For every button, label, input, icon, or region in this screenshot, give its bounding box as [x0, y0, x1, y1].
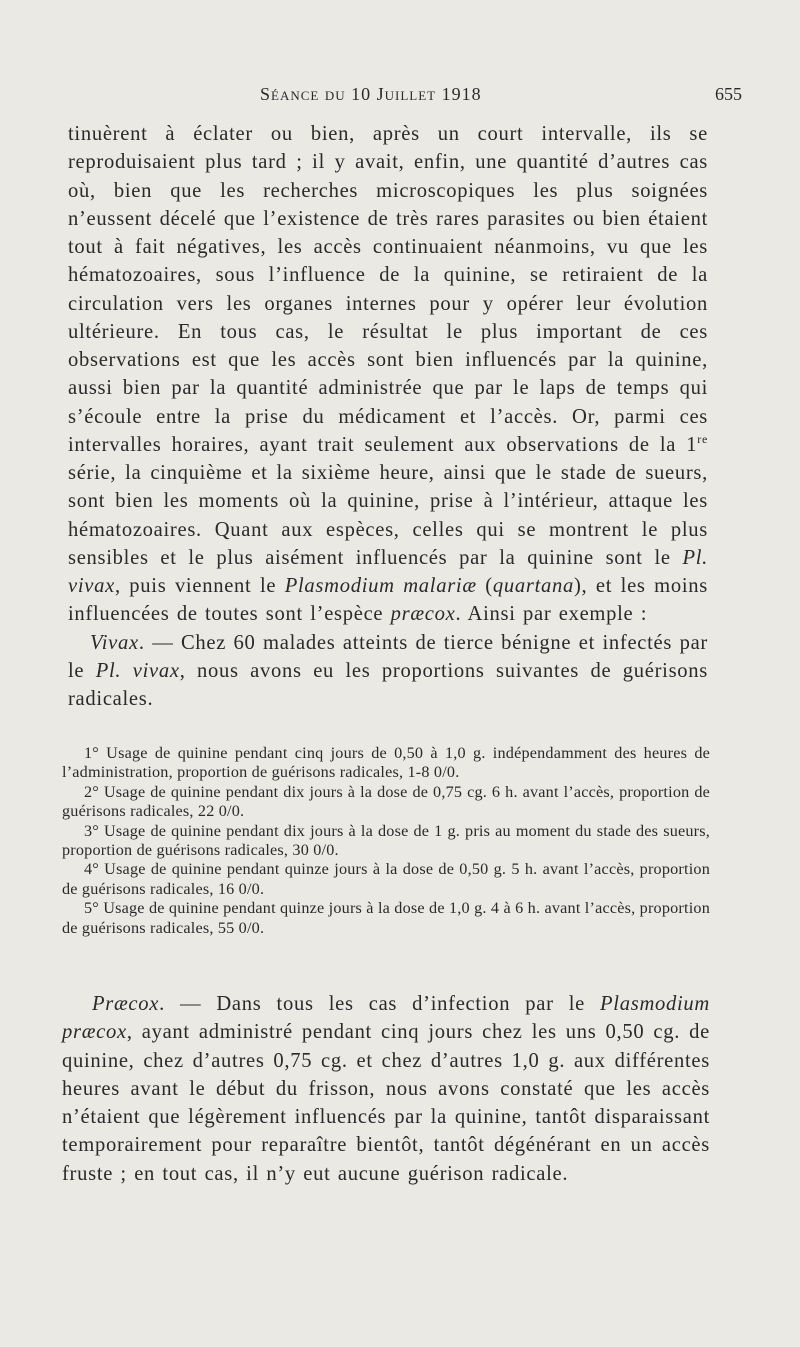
paragraph-observations: tinuèrent à éclater ou bien, après un court intervalle, ils se reproduisaient plus tard ; il y avait, enfin, une quantité d’autres cas où, bien que les recherches microscopiques les plus soignées n’eussent décelé que l’existence de très rares parasites ou bien étaient tout à fait négatives, les accès continuaient néanmoins, vu que les hématozoaires, sous l’influence de la quinine, se retiraient de la circulation vers les organes internes pour y opérer leur évolution ultérieure. En tous cas, le résultat le plus important de ces observations est que les accès sont bien influencés par la quinine, aussi bien par la quantité administrée que par le laps de temps qui s’écoule entre la prise du médicament et l’accès. Or, parmi ces intervalles horaires, ayant trait seulement aux observations de la 1re série, la cinquième et la sixième heure, ainsi que le stade de sueurs, sont bien les moments où la quinine, prise à l’intérieur, attaque les hématozoaires. Quant aux espèces, celles qui se montrent le plus sensibles et le plus aisément influencés par la quinine sont le Pl. vivax, puis viennent le Plasmodium malariæ (quartana), et les moins influencées de toutes sont l’espèce præcox. Ainsi par exemple :: [68, 123, 708, 626]
page-number: 655: [715, 84, 742, 104]
paragraph-precox: Præcox. — Dans tous les cas d’infection par le Plasmodium præcox, ayant administré pendant cinq jours chez les uns 0,50 cg. de quinine, chez d’autres 0,75 cg. et chez d’autres 1,0 g. aux différentes heures avant le début du frisson, nous avons constaté que les accès n’étaient que légèrement influencés par la quinine, tantôt disparaissant temporairement pour reparaître bientôt, tantôt dégénérant en un accès fruste ; en tout cas, il n’y eut aucune guérison radicale.: [62, 993, 710, 1185]
list-item: 1° Usage de quinine pendant cinq jours de 0,50 à 1,0 g. indépendamment des heures de l’administration, proportion de guérisons radicales, 1-8 0/0.: [62, 744, 710, 782]
running-title: Séance du 10 Juillet 1918: [260, 84, 482, 104]
main-text: [68, 120, 708, 713]
results-list: [62, 744, 710, 938]
list-item: 3° Usage de quinine pendant dix jours à la dose de 1 g. pris au moment du stade des sueurs, proportion de guérisons radicales, 30 0/0.: [62, 821, 710, 860]
list-item: 2° Usage de quinine pendant dix jours à la dose de 0,75 cg. 6 h. avant l’accès, proportion de guérisons radicales, 22 0/0.: [62, 782, 710, 821]
paragraph-vivax: Vivax. — Chez 60 malades atteints de tierce bénigne et infectés par le Pl. vivax, nous avons eu les proportions suivantes de guérisons radicales.: [68, 631, 708, 710]
list-item: 5° Usage de quinine pendant quinze jours à la dose de 1,0 g. 4 à 6 h. avant l’accès, proportion de guérisons radicales, 55 0/0.: [62, 899, 710, 937]
running-header: [72, 84, 742, 114]
precox-section: [62, 990, 710, 1188]
list-item: 4° Usage de quinine pendant quinze jours à la dose de 0,50 g. 5 h. avant l’accès, proportion de guérisons radicales, 16 0/0.: [62, 860, 710, 898]
